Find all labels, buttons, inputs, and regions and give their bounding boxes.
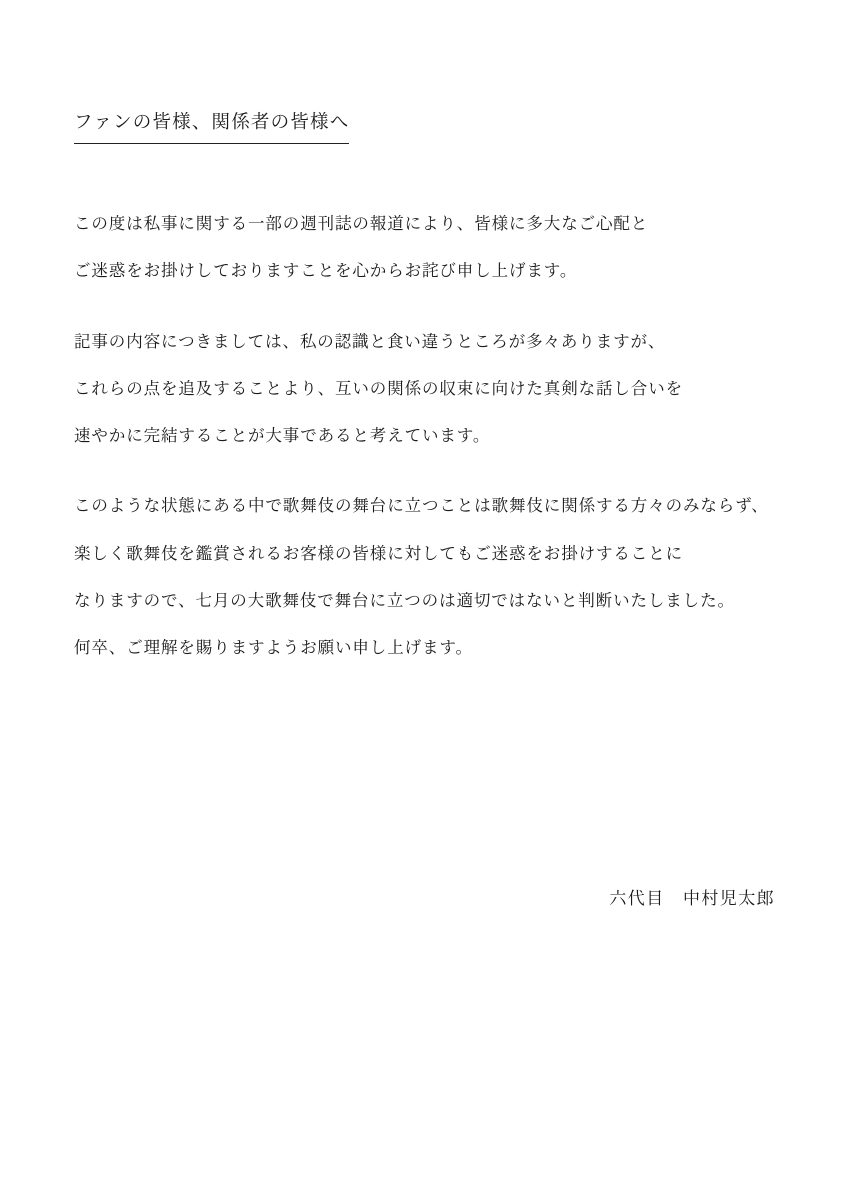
signature: 六代目 中村児太郎 bbox=[609, 889, 775, 908]
paragraph-line: 楽しく歌舞伎を鑑賞されるお客様の皆様に対してもご迷惑をお掛けすることに bbox=[74, 543, 683, 563]
page-title: ファンの皆様、関係者の皆様へ bbox=[74, 110, 349, 144]
paragraph-line: 記事の内容につきましては、私の認識と食い違うところが多々ありますが、 bbox=[74, 331, 666, 351]
document-body bbox=[74, 213, 794, 693]
paragraph-line: このような状態にある中で歌舞伎の舞台に立つことは歌舞伎に関係する方々のみならず、 bbox=[74, 496, 769, 516]
paragraph bbox=[74, 213, 794, 283]
paragraph-line: 何卒、ご理解を賜りますようお願い申し上げます。 bbox=[74, 638, 473, 658]
paragraph-line: ご迷惑をお掛けしておりますことを心からお詫び申し上げます。 bbox=[74, 261, 578, 281]
paragraph bbox=[74, 495, 794, 659]
paragraph-line: なりますので、七月の大歌舞伎で舞台に立つのは適切ではないと判断いたしました。 bbox=[74, 590, 735, 610]
paragraph bbox=[74, 331, 794, 448]
paragraph-line: 速やかに完結することが大事であると考えています。 bbox=[74, 426, 491, 446]
paragraph-line: この度は私事に関する一部の週刊誌の報道により、皆様に多大なご心配と bbox=[74, 214, 649, 233]
paragraph-line: これらの点を追及することより、互いの関係の収束に向けた真剣な話し合いを bbox=[74, 378, 683, 398]
